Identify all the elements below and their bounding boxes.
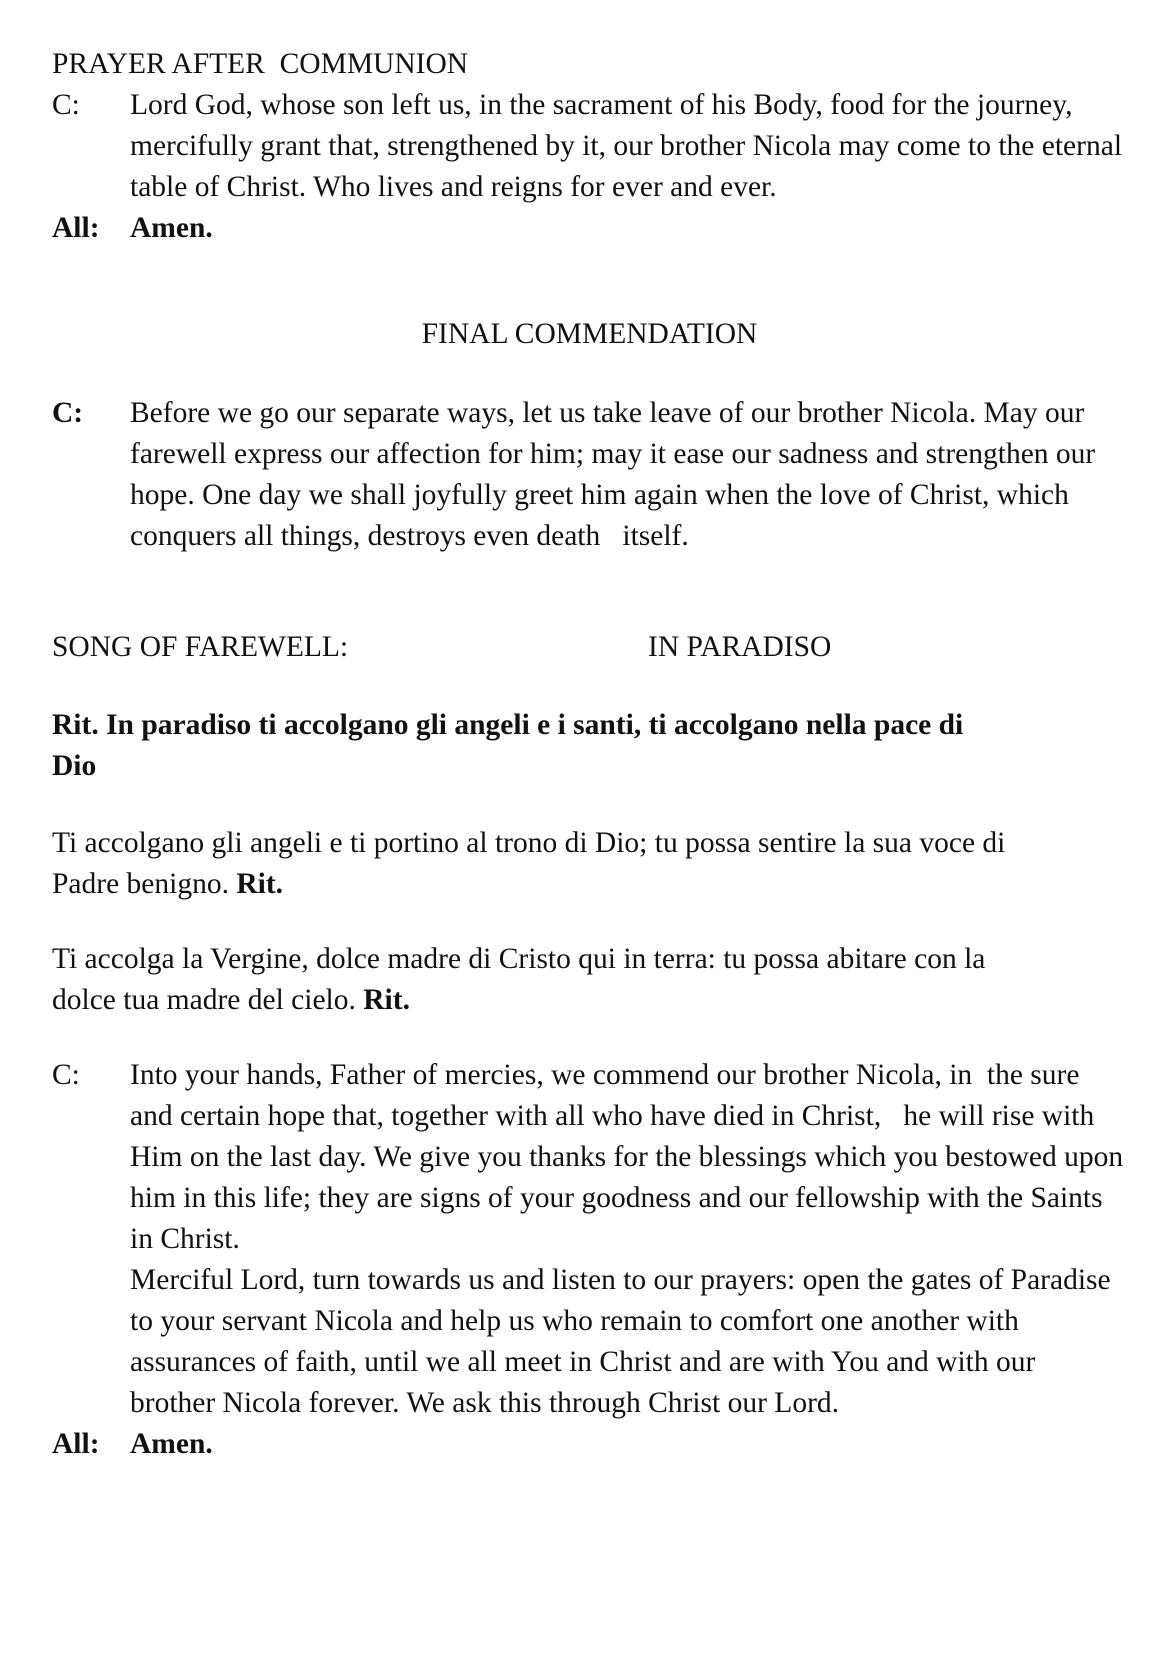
refrain-marker: Rit.	[236, 868, 284, 900]
song-of-farewell-header	[52, 627, 1127, 668]
prayer-paragraph-2: Merciful Lord, turn towards us and listen to our prayers: open the gates of Paradise to your servant Nicola and help us who remain to comfort one another with assurances of faith, until we all meet in Christ and are with You and with our brother Nicola forever. We ask this through Christ our Lord.	[130, 1264, 1111, 1419]
song-title: IN PARADISO	[648, 631, 832, 663]
response-text: Amen.	[130, 212, 213, 244]
celebrant-line	[52, 85, 1127, 208]
response-text: Amen.	[130, 1428, 213, 1460]
final-commendation-heading: FINAL COMMENDATION	[421, 318, 758, 350]
speaker-label: C:	[52, 1059, 80, 1091]
section-heading: PRAYER AFTER COMMUNION	[52, 48, 469, 80]
song-label: SONG OF FAREWELL:	[52, 631, 349, 663]
prayer-text: Lord God, whose son left us, in the sacrament of his Body, food for the journey, mercifully grant that, strengthened by it, our brother Nicola may come to the eternal table of Christ. Who lives and reigns for ever and ever.	[130, 89, 1123, 203]
speaker-label: C:	[52, 89, 80, 121]
verse-text: Ti accolga la Vergine, dolce madre di Cristo qui in terra: tu possa abitare con la dolce tua madre del cielo.	[52, 943, 986, 1016]
speaker-label: All:	[52, 1428, 100, 1460]
song-refrain: Rit. In paradiso ti accolgano gli angeli e i santi, ti accolgano nella pace di Dio	[52, 709, 964, 782]
prayer-after-communion	[52, 44, 1127, 249]
song-verse-1	[52, 823, 1032, 905]
speaker-label: C:	[52, 397, 84, 429]
commendation-text: Before we go our separate ways, let us take leave of our brother Nicola. May our farewell express our affection for him; may it ease our sadness and strengthen our hope. One day we shall joyfully greet him again when the love of Christ, which conquers all things, destroys even death itself.	[130, 397, 1103, 552]
celebrant-line	[52, 1055, 1131, 1424]
response-line	[52, 1424, 1127, 1465]
response-line	[52, 208, 1127, 249]
prayer-paragraph-1: Into your hands, Father of mercies, we commend our brother Nicola, in the sure and certain hope that, together with all who have died in Christ, he will rise with Him on the last day. We give you thanks for the blessings which you bestowed upon him in this life; they are signs of your goodness and our fellowship with the Saints in Christ.	[130, 1059, 1131, 1255]
song-verse-2	[52, 939, 1032, 1021]
commendation-prayer	[52, 1055, 1131, 1465]
final-commendation-text-block	[52, 393, 1127, 557]
prayer-text	[130, 1055, 1131, 1424]
verse-text: Ti accolgano gli angeli e ti portino al trono di Dio; tu possa sentire la sua voce di Padre benigno.	[52, 827, 1006, 900]
speaker-label: All:	[52, 212, 100, 244]
refrain-marker: Rit.	[363, 984, 410, 1016]
